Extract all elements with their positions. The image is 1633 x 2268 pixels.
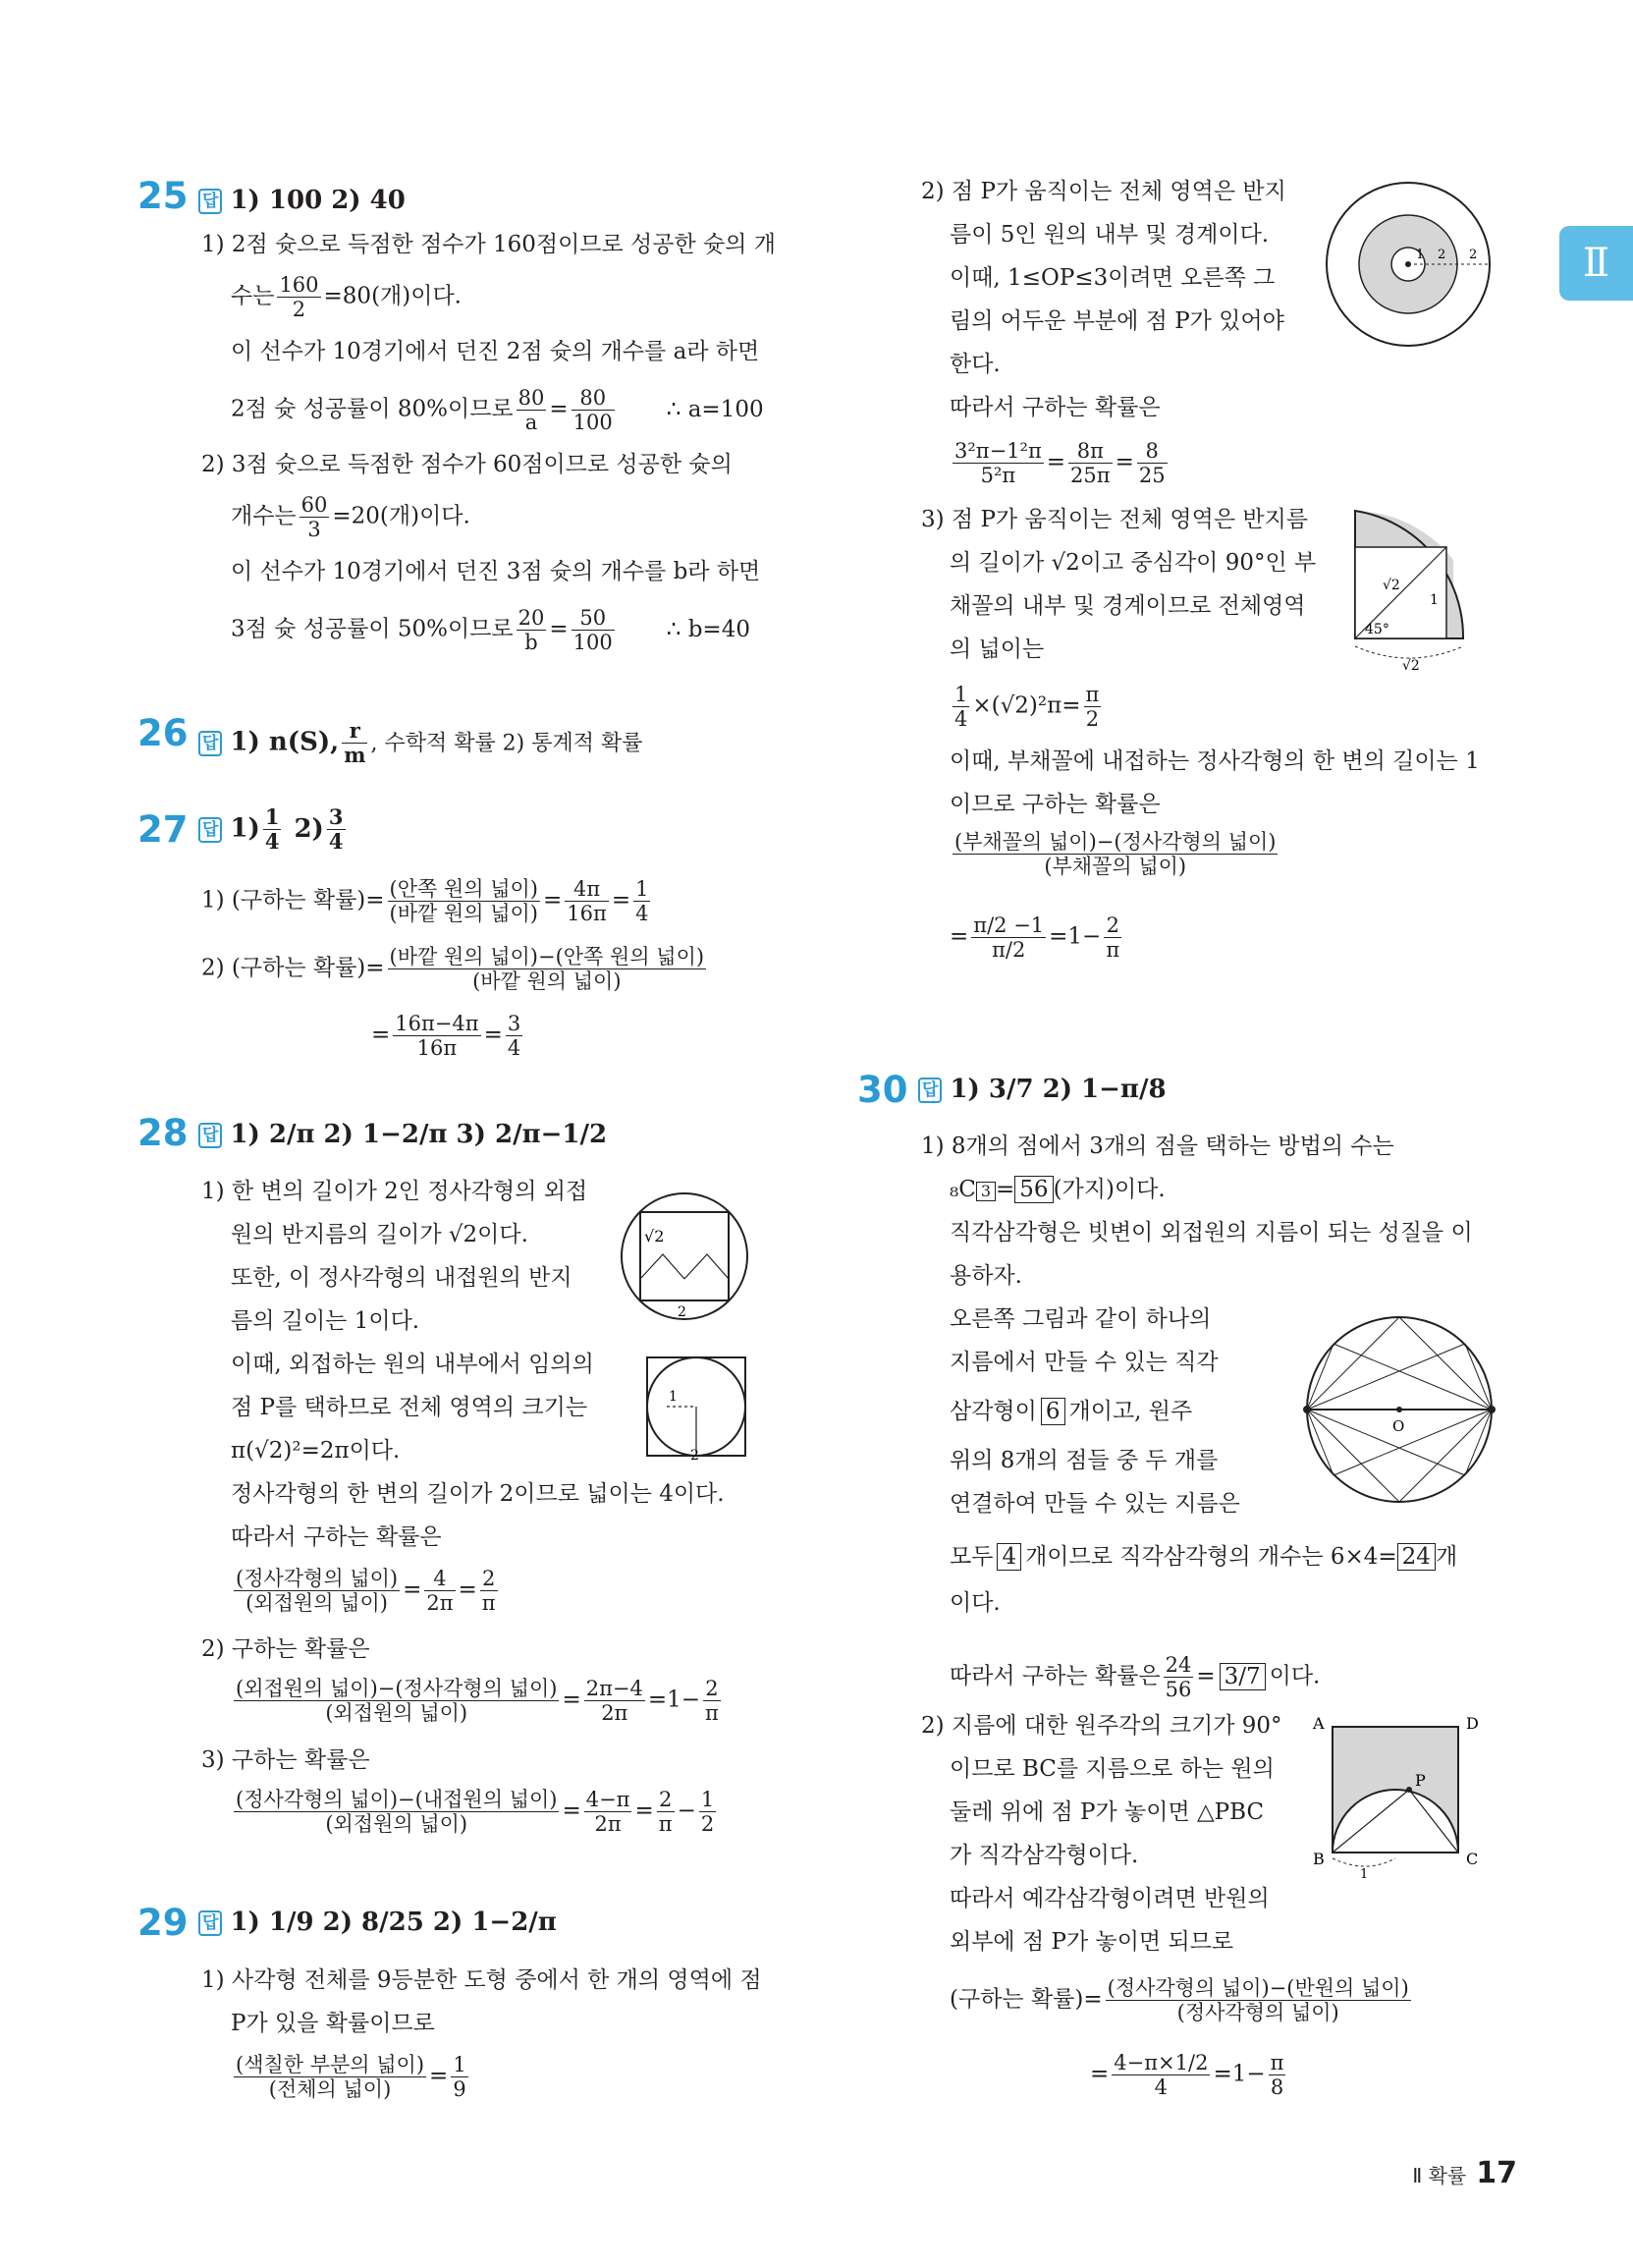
center-label: O bbox=[1392, 1417, 1405, 1435]
solution-line: π(√2)²=2π이다. bbox=[231, 1438, 401, 1464]
problem-number: 26 bbox=[137, 712, 189, 754]
radius-2-label: 2 bbox=[1469, 248, 1478, 262]
solution-line: = $\frac{\pi/2 -1}{\pi/2}$ =1− $\frac{2}{\pi}$ bbox=[950, 913, 1120, 962]
solution-line: 이므로 BC를 지름으로 하는 원의 bbox=[950, 1756, 1275, 1782]
solution-line: 또한, 이 정사각형의 내접원의 반지 bbox=[231, 1265, 572, 1291]
solution-line: 따라서 구하는 확률은 bbox=[231, 1524, 442, 1550]
solution-line: $\frac{\text{(부채꼴의 넓이)−(정사각형의 넓이)}}{\text{(부채꼴의 넓이)}}$ bbox=[954, 830, 1277, 878]
sqrt2-label: √2 bbox=[1383, 578, 1400, 593]
square-semicircle-diagram bbox=[1311, 1709, 1507, 1886]
problem-number: 28 bbox=[137, 1112, 189, 1154]
radius-label: 1 bbox=[669, 1389, 678, 1405]
chapter-tab: Ⅱ bbox=[1559, 226, 1633, 301]
solution-line: 3) 점 P가 움직이는 전체 영역은 반지름 bbox=[921, 507, 1309, 532]
circle-in-square-diagram bbox=[643, 1354, 751, 1462]
sqrt2-label: √2 bbox=[644, 1227, 665, 1245]
solution-line: 수는 $\frac{160}{2}$ =80(개)이다. bbox=[231, 273, 462, 321]
solution-line: 모두 4 개이므로 직각삼각형의 개수는 6×4= 24 개 bbox=[950, 1544, 1458, 1570]
solution-line: = $\frac{4-\pi\times 1/2}{4}$ =1− $\frac{\pi}{8}$ bbox=[1090, 2051, 1284, 2099]
solution-line: 한다. bbox=[950, 352, 1001, 377]
eight-point-circle-diagram bbox=[1301, 1311, 1497, 1508]
solution-line: 연결하여 만들 수 있는 지름은 bbox=[950, 1491, 1240, 1517]
answer-line: 답 1) n(S), $\frac{r}{m}$ , 수학적 확률 2) 통계적 확률 bbox=[198, 719, 643, 767]
solution-line: 삼각형이 6 개이고, 원주 bbox=[950, 1399, 1193, 1424]
problem-number: 30 bbox=[857, 1069, 908, 1111]
solution-line: 채꼴의 내부 및 경계이므로 전체영역 bbox=[950, 593, 1306, 619]
side-label: 2 bbox=[690, 1448, 699, 1462]
solution-line: 름의 길이는 1이다. bbox=[231, 1308, 420, 1334]
answer-line: 답 1) 3/7 2) 1−π/8 bbox=[918, 1073, 1167, 1106]
solution-line: = $\frac{16\pi-4\pi}{16\pi}$ = $\frac{3}{4}$ bbox=[371, 1012, 521, 1060]
answer-line: 답 1) $\frac{1}{4}$ 2) $\frac{3}{4}$ bbox=[198, 805, 349, 854]
solution-line: 따라서 구하는 확률은 bbox=[950, 395, 1161, 420]
vertex-d-label: D bbox=[1466, 1714, 1479, 1733]
quarter-sector-diagram bbox=[1343, 501, 1471, 678]
solution-line: 원의 반지름의 길이가 √2이다. bbox=[231, 1222, 528, 1247]
side-1-label: 1 bbox=[1430, 592, 1439, 608]
problem-number: 27 bbox=[137, 808, 189, 851]
concentric-circles-diagram bbox=[1324, 180, 1493, 349]
solution-line: 이 선수가 10경기에서 던진 2점 슛의 개수를 a라 하면 bbox=[231, 339, 760, 364]
solution-line: 가 직각삼각형이다. bbox=[950, 1843, 1139, 1868]
solution-line: 이때, 1≤OP≤3이려면 오른쪽 그 bbox=[950, 265, 1276, 291]
solution-line: 이 선수가 10경기에서 던진 3점 슛의 개수를 b라 하면 bbox=[231, 559, 761, 584]
solution-line: 의 길이가 √2이고 중심각이 90°인 부 bbox=[950, 550, 1317, 576]
side-label: 2 bbox=[678, 1304, 686, 1320]
solution-line: $\frac{\text{(정사각형의 넓이)}}{\text{(외접원의 넓이)}}$ = $\frac{4}{2\pi}$ = $\frac{2}{\pi}$ bbox=[236, 1567, 496, 1615]
radius-1-label: 1 bbox=[1416, 248, 1425, 262]
solution-line: $\frac{\text{(정사각형의 넓이)−(내접원의 넓이)}}{\text{(외접원의 넓이)}}$ = $\frac{4-\pi}{2\pi}$ = $\frac{2}{\pi}$ − $\frac{1}{2}$ bbox=[236, 1788, 715, 1836]
solution-line: 의 넓이는 bbox=[950, 636, 1045, 662]
answer-badge: 답 bbox=[198, 189, 222, 214]
solution-line: 림의 어두운 부분에 점 P가 있어야 bbox=[950, 308, 1284, 334]
solution-line: $\frac{\text{(외접원의 넓이)−(정사각형의 넓이)}}{\text{(외접원의 넓이)}}$ = $\frac{2\pi-4}{2\pi}$ =1− $\frac{2}{\pi}$ bbox=[236, 1677, 719, 1725]
solution-line: 1) 2점 슛으로 득점한 점수가 160점이므로 성공한 슛의 개 bbox=[201, 232, 776, 257]
solution-line: 위의 8개의 점들 중 두 개를 bbox=[950, 1448, 1219, 1473]
solution-line: 1) 사각형 전체를 9등분한 도형 중에서 한 개의 영역에 점 bbox=[201, 1967, 762, 1993]
answer-text: 1) 100 2) 40 bbox=[230, 186, 406, 215]
answer-line: 답 1) 2/π 2) 1−2/π 3) 2/π−1/2 bbox=[198, 1118, 607, 1151]
point-p-label: P bbox=[1415, 1771, 1426, 1790]
answer-line: 답 1) 1/9 2) 8/25 2) 1−2/π bbox=[198, 1906, 557, 1939]
solution-line: 이때, 외접하는 원의 내부에서 임의의 bbox=[231, 1352, 594, 1377]
solution-line: $\frac{\text{(색칠한 부분의 넓이)}}{\text{(전체의 넓이)}}$ = $\frac{1}{9}$ bbox=[236, 2053, 466, 2101]
vertex-a-label: A bbox=[1313, 1714, 1325, 1733]
solution-line: 2) (구하는 확률)= $\frac{\text{(바깥 원의 넓이)−(안쪽 원의 넓이)}}{\text{(바깥 원의 넓이)}}$ bbox=[201, 945, 705, 993]
solution-line: 1) (구하는 확률)= $\frac{\text{(안쪽 원의 넓이)}}{\text{(바깥 원의 넓이)}}$ = $\frac{4\pi}{16\pi}$ = $\frac{1}{4}$ bbox=[201, 877, 649, 925]
solution-line: $\frac{1}{4}$ ×(√2)²π= $\frac{\pi}{2}$ bbox=[954, 683, 1100, 731]
solution-line: 1) 8개의 점에서 3개의 점을 택하는 방법의 수는 bbox=[921, 1134, 1394, 1159]
problem-number: 25 bbox=[137, 175, 189, 217]
solution-line: 점 P를 택하므로 전체 영역의 크기는 bbox=[231, 1395, 588, 1420]
vertex-b-label: B bbox=[1313, 1850, 1325, 1868]
vertex-c-label: C bbox=[1466, 1850, 1479, 1868]
page-footer: Ⅱ 확률 17 bbox=[1412, 2156, 1517, 2190]
solution-line: 외부에 점 P가 놓이면 되므로 bbox=[950, 1929, 1234, 1955]
solution-line: 따라서 구하는 확률은 $\frac{24}{56}$ = 3/7 이다. bbox=[950, 1653, 1321, 1701]
solution-line: P가 있을 확률이므로 bbox=[231, 2011, 435, 2036]
problem-number: 29 bbox=[137, 1902, 189, 1944]
angle-label: 45° bbox=[1365, 622, 1389, 637]
radius-2-label: 2 bbox=[1438, 248, 1446, 262]
solution-line: $\frac{\text{3²π−1²π}}{\text{5²π}}$ = $\frac{8\pi}{25\pi}$ = $\frac{8}{25}$ bbox=[954, 439, 1166, 487]
solution-line: 2) 3점 슛으로 득점한 점수가 60점이므로 성공한 슛의 bbox=[201, 452, 733, 477]
solution-line: 따라서 예각삼각형이려면 반원의 bbox=[950, 1886, 1270, 1911]
square-in-circle-diagram bbox=[619, 1190, 751, 1323]
solution-line: 2) 점 P가 움직이는 전체 영역은 반지 bbox=[921, 179, 1286, 204]
solution-line: 2) 구하는 확률은 bbox=[201, 1636, 370, 1662]
solution-line: 3) 구하는 확률은 bbox=[201, 1747, 370, 1773]
solution-line: 이다. bbox=[950, 1590, 1001, 1616]
solution-line: 정사각형의 한 변의 길이가 2이므로 넓이는 4이다. bbox=[231, 1481, 725, 1507]
solution-line: 둘레 위에 점 P가 놓이면 △PBC bbox=[950, 1799, 1265, 1825]
solution-line: 2) 지름에 대한 원주각의 크기가 90° bbox=[921, 1713, 1282, 1739]
solution-line: ₈C 3 = 56 (가지)이다. bbox=[950, 1177, 1166, 1202]
sqrt2-label: √2 bbox=[1402, 658, 1420, 674]
solution-line: 1) 한 변의 길이가 2인 정사각형의 외접 bbox=[201, 1179, 588, 1204]
solution-line: 오른쪽 그림과 같이 하나의 bbox=[950, 1306, 1212, 1332]
solution-line: 이때, 부채꼴에 내접하는 정사각형의 한 변의 길이는 1 bbox=[950, 748, 1480, 774]
solution-line: 3점 슛 성공률이 50%이므로 $\frac{20}{b}$ = $\frac{50}{100}$ ∴ b=40 bbox=[231, 606, 750, 654]
solution-line: 름이 5인 원의 내부 및 경계이다. bbox=[950, 222, 1270, 248]
solution-line: 이므로 구하는 확률은 bbox=[950, 792, 1161, 817]
solution-line: (구하는 확률)= $\frac{\text{(정사각형의 넓이)−(반원의 넓이)}}{\text{(정사각형의 넓이)}}$ bbox=[950, 1976, 1409, 2024]
solution-line: 용하자. bbox=[950, 1263, 1022, 1289]
solution-line: 개수는 $\frac{60}{3}$ =20(개)이다. bbox=[231, 493, 470, 541]
answer-line bbox=[198, 184, 406, 217]
solution-line: 2점 슛 성공률이 80%이므로 $\frac{80}{a}$ = $\frac{80}{100}$ ∴ a=100 bbox=[231, 386, 764, 434]
solution-line: 직각삼각형은 빗변이 외접원의 지름이 되는 성질을 이 bbox=[950, 1220, 1473, 1245]
solution-line: 지름에서 만들 수 있는 직각 bbox=[950, 1350, 1219, 1375]
radius-1-label: 1 bbox=[1360, 1867, 1369, 1882]
